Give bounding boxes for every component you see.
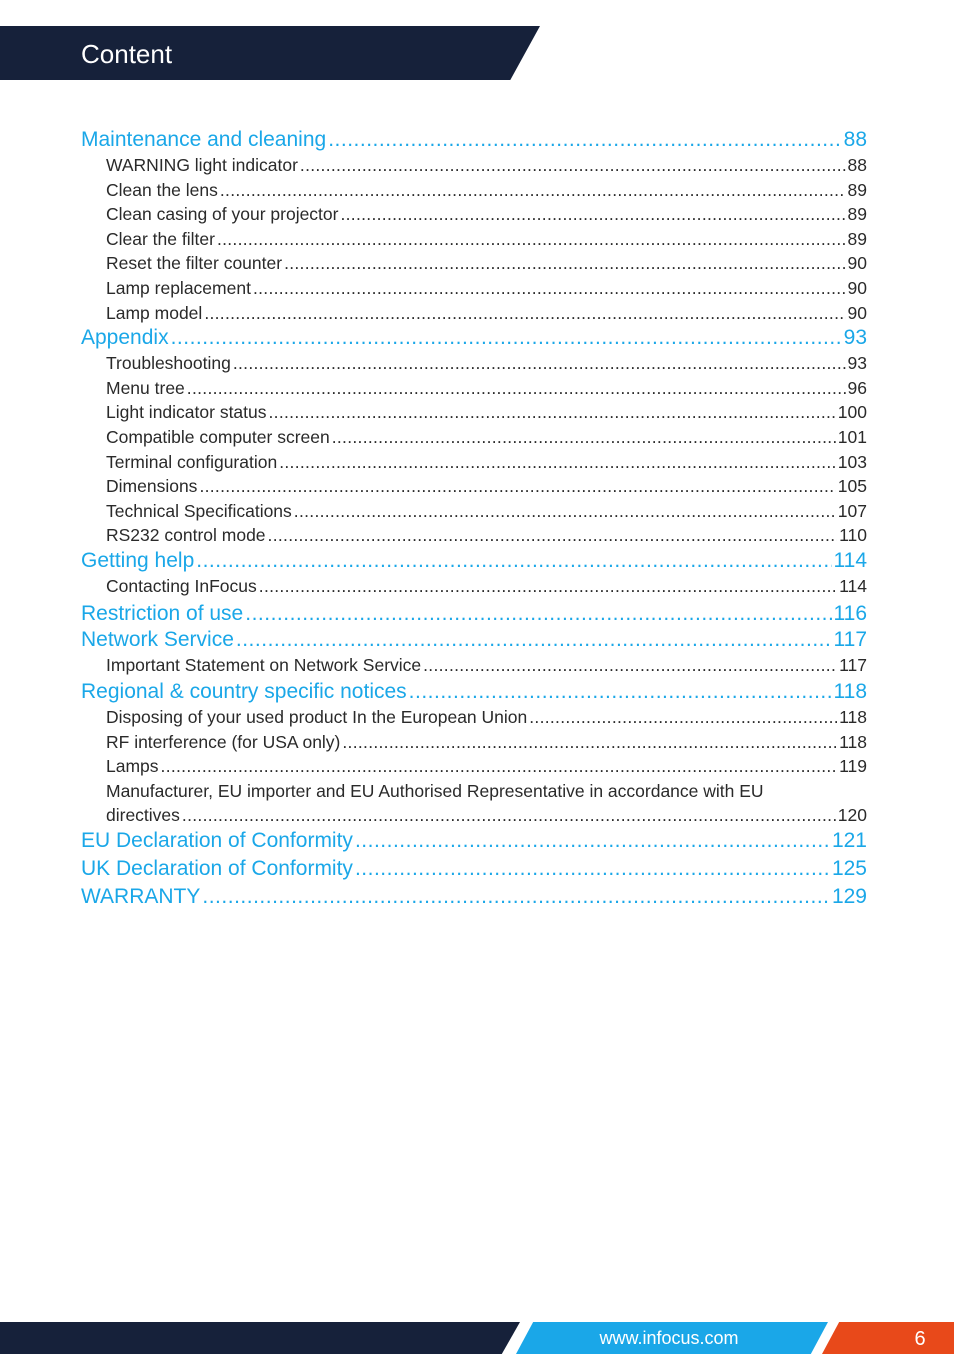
toc-subentry-title: Compatible computer screen bbox=[106, 425, 330, 450]
toc-subentry-page: 119 bbox=[839, 754, 867, 779]
toc-subentry-title: Technical Specifications bbox=[106, 499, 292, 524]
toc-subentry[interactable] bbox=[81, 251, 867, 276]
toc-entry-page: 129 bbox=[831, 885, 867, 909]
toc-entry-page: 117 bbox=[833, 627, 867, 651]
toc-subentry-title: Clean casing of your projector bbox=[106, 202, 338, 227]
footer-bar bbox=[0, 1322, 520, 1354]
toc-subentry-page: 118 bbox=[839, 730, 867, 755]
toc-subentry[interactable] bbox=[81, 730, 867, 755]
toc-subentry-page: 110 bbox=[839, 523, 867, 548]
toc-subentry-page: 100 bbox=[838, 400, 867, 425]
toc-subentry-page: 107 bbox=[838, 499, 867, 524]
toc-subentry-page: 90 bbox=[848, 276, 867, 301]
toc-entry[interactable] bbox=[81, 679, 867, 705]
toc-subentry-title-line2: directives bbox=[106, 803, 180, 828]
table-of-contents bbox=[81, 127, 867, 910]
toc-subentry-title: Clean the lens bbox=[106, 178, 218, 203]
toc-subentry-title: Menu tree bbox=[106, 376, 185, 401]
toc-subentry-title: Dimensions bbox=[106, 474, 197, 499]
toc-subentry-page: 88 bbox=[848, 153, 867, 178]
toc-subentry[interactable] bbox=[81, 351, 867, 376]
toc-subentry[interactable] bbox=[81, 523, 867, 548]
toc-subentry[interactable] bbox=[81, 202, 867, 227]
toc-subentry-title: RF interference (for USA only) bbox=[106, 730, 340, 755]
toc-entry-page: 93 bbox=[843, 326, 867, 350]
toc-subentry-page: 101 bbox=[838, 425, 867, 450]
toc-entry-title: WARRANTY bbox=[81, 885, 201, 909]
toc-subentry[interactable] bbox=[81, 227, 867, 252]
toc-subentry-title: Reset the filter counter bbox=[106, 251, 282, 276]
toc-subentry[interactable] bbox=[81, 376, 867, 401]
toc-entry-title: Network Service bbox=[81, 627, 234, 651]
toc-entry[interactable] bbox=[81, 884, 867, 910]
toc-subentry-page: 89 bbox=[848, 178, 867, 203]
toc-subentry-page: 103 bbox=[838, 450, 867, 475]
toc-entry-title: Maintenance and cleaning bbox=[81, 128, 327, 151]
toc-subentry[interactable] bbox=[81, 178, 867, 203]
toc-subentry[interactable] bbox=[81, 400, 867, 425]
toc-subentry-page: 96 bbox=[848, 376, 867, 401]
toc-subentry[interactable] bbox=[81, 499, 867, 524]
toc-entry-page: 116 bbox=[833, 601, 867, 625]
toc-entry-title: UK Declaration of Conformity bbox=[81, 857, 353, 881]
toc-subentry-page: 120 bbox=[838, 803, 867, 828]
toc-subentry[interactable] bbox=[81, 276, 867, 301]
toc-subentry-title: Terminal configuration bbox=[106, 450, 277, 475]
toc-entry-title: Getting help bbox=[81, 548, 195, 572]
toc-entry-page: 125 bbox=[831, 857, 867, 881]
toc-subentry-title: RS232 control mode bbox=[106, 523, 266, 548]
toc-subentry-page: 105 bbox=[838, 474, 867, 499]
toc-entry[interactable] bbox=[81, 828, 867, 854]
toc-subentry-title: Troubleshooting bbox=[106, 351, 231, 376]
toc-subentry-title: Contacting InFocus bbox=[106, 574, 257, 599]
toc-entry-title: Appendix bbox=[81, 326, 169, 350]
toc-subentry[interactable] bbox=[81, 705, 867, 730]
toc-entry-page: 118 bbox=[833, 680, 867, 704]
toc-subentry-title: Lamp replacement bbox=[106, 276, 251, 301]
toc-subentry-page: 90 bbox=[848, 301, 867, 326]
toc-subentry-page: 90 bbox=[848, 251, 867, 276]
toc-subentry-title: WARNING light indicator bbox=[106, 153, 298, 178]
toc-subentry-page: 117 bbox=[839, 653, 867, 678]
toc-entry[interactable] bbox=[81, 127, 867, 153]
toc-subentry[interactable] bbox=[81, 803, 867, 828]
toc-subentry[interactable] bbox=[81, 574, 867, 599]
toc-entry[interactable] bbox=[81, 856, 867, 882]
toc-entry[interactable] bbox=[81, 627, 867, 653]
toc-subentry[interactable] bbox=[81, 153, 867, 178]
toc-subentry-title: Clear the filter bbox=[106, 227, 215, 252]
toc-subentry[interactable] bbox=[81, 474, 867, 499]
toc-subentry-page: 93 bbox=[848, 351, 867, 376]
toc-subentry-page: 114 bbox=[839, 574, 867, 599]
toc-entry[interactable] bbox=[81, 325, 867, 351]
toc-entry-title: Restriction of use bbox=[81, 601, 244, 625]
toc-subentry[interactable] bbox=[81, 425, 867, 450]
toc-subentry-title: Lamp model bbox=[106, 301, 202, 326]
toc-subentry-title: Important Statement on Network Service bbox=[106, 653, 421, 678]
toc-subentry[interactable] bbox=[81, 754, 867, 779]
toc-entry[interactable] bbox=[81, 548, 867, 574]
toc-entry-title: EU Declaration of Conformity bbox=[81, 829, 353, 853]
toc-subentry[interactable] bbox=[81, 653, 867, 678]
toc-entry[interactable] bbox=[81, 601, 867, 627]
page-title: Content bbox=[81, 39, 173, 69]
toc-entry-title: Regional & country specific notices bbox=[81, 680, 407, 704]
toc-subentry-page: 89 bbox=[848, 202, 867, 227]
toc-subentry-page: 89 bbox=[848, 227, 867, 252]
toc-subentry-title: Light indicator status bbox=[106, 400, 267, 425]
toc-subentry-title: Disposing of your used product In the European Union bbox=[106, 705, 527, 730]
toc-entry-page: 88 bbox=[843, 128, 867, 151]
page-number: 6 bbox=[914, 1328, 926, 1350]
toc-subentry-title: Lamps bbox=[106, 754, 159, 779]
website-link[interactable]: www.infocus.com bbox=[599, 1328, 739, 1348]
toc-subentry-page: 118 bbox=[839, 705, 867, 730]
toc-subentry[interactable] bbox=[81, 301, 867, 326]
toc-subentry-title-line1[interactable]: Manufacturer, EU importer and EU Authorised Representative in accordance with EU bbox=[106, 780, 764, 801]
toc-entry-page: 114 bbox=[833, 548, 867, 572]
toc-entry-page: 121 bbox=[831, 829, 867, 853]
toc-subentry[interactable] bbox=[81, 450, 867, 475]
